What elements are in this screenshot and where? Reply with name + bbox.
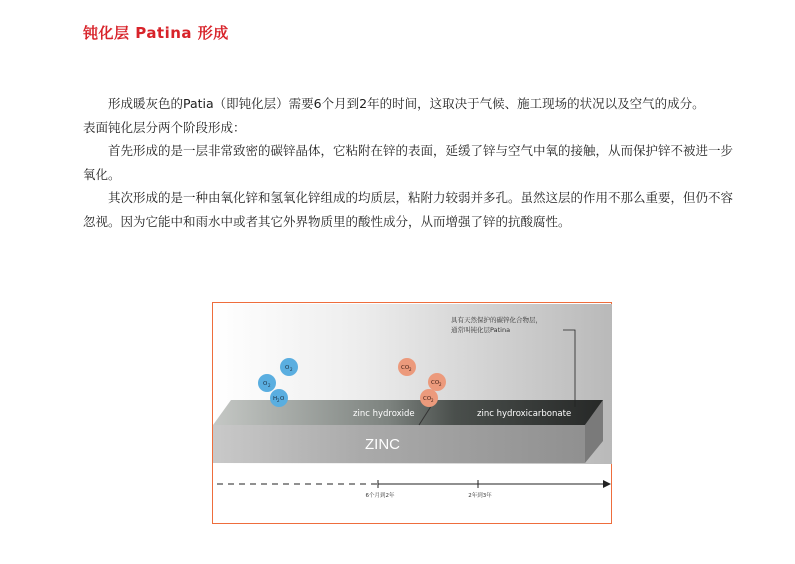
svg-text:CO: CO [431, 380, 440, 386]
page-title: 钝化层 Patina 形成 [83, 24, 229, 42]
svg-text:2: 2 [431, 398, 434, 403]
paragraph-2: 表面钝化层分两个阶段形成： [83, 119, 246, 135]
annotation-line-1: 具有天然保护的碳锌化合物层， [451, 316, 542, 324]
patina-diagram-svg [213, 303, 613, 525]
svg-text:2: 2 [409, 367, 412, 372]
patina-diagram [212, 302, 612, 524]
timeline-arrow-icon [603, 480, 611, 488]
h2o-molecule-icon [270, 389, 288, 407]
paragraph-1: 形成暖灰色的Patia（即钝化层）需要6个月到2年的时间，这取决于气候、施工现场的状况以及空气的成分。 [108, 96, 705, 111]
timeline-label-2: 2年到3年 [468, 493, 492, 499]
zinc-hydroxicarbonate-label: zinc hydroxicarbonate [477, 409, 572, 419]
paragraph-3: 首先形成的是一层非常致密的碳锌晶体，它粘附在锌的表面，延缓了锌与空气中氧的接触，从而保护锌不被进一步氧化。 [83, 143, 734, 182]
co2-molecule-icon [428, 373, 446, 391]
o2-molecule-icon [258, 374, 276, 392]
co2-molecule-icon [398, 358, 416, 376]
svg-text:O: O [280, 396, 285, 402]
zinc-label: ZINC [365, 436, 400, 453]
zinc-hydroxide-label: zinc hydroxide [353, 409, 415, 419]
o2-molecule-icon [280, 358, 298, 376]
svg-text:CO: CO [423, 396, 432, 402]
co2-molecule-icon [420, 389, 438, 407]
svg-text:2: 2 [439, 382, 442, 387]
svg-text:2: 2 [268, 383, 271, 388]
svg-text:CO: CO [401, 365, 410, 371]
body-text [83, 92, 733, 233]
timeline-label-1: 6个月到2年 [365, 493, 395, 499]
svg-text:H: H [273, 396, 278, 402]
svg-text:2: 2 [290, 367, 293, 372]
paragraph-4: 其次形成的是一种由氧化锌和氢氧化锌组成的均质层，粘附力较弱并多孔。虽然这层的作用不那么重要，但仍不容忽视。因为它能中和雨水中或者其它外界物质里的酸性成分，从而增强了锌的抗酸腐性。 [83, 190, 734, 229]
annotation-line-2: 通常叫钝化层Patina [451, 326, 511, 334]
svg-text:2: 2 [277, 398, 280, 403]
svg-text:O: O [285, 365, 290, 371]
svg-text:O: O [263, 381, 268, 387]
